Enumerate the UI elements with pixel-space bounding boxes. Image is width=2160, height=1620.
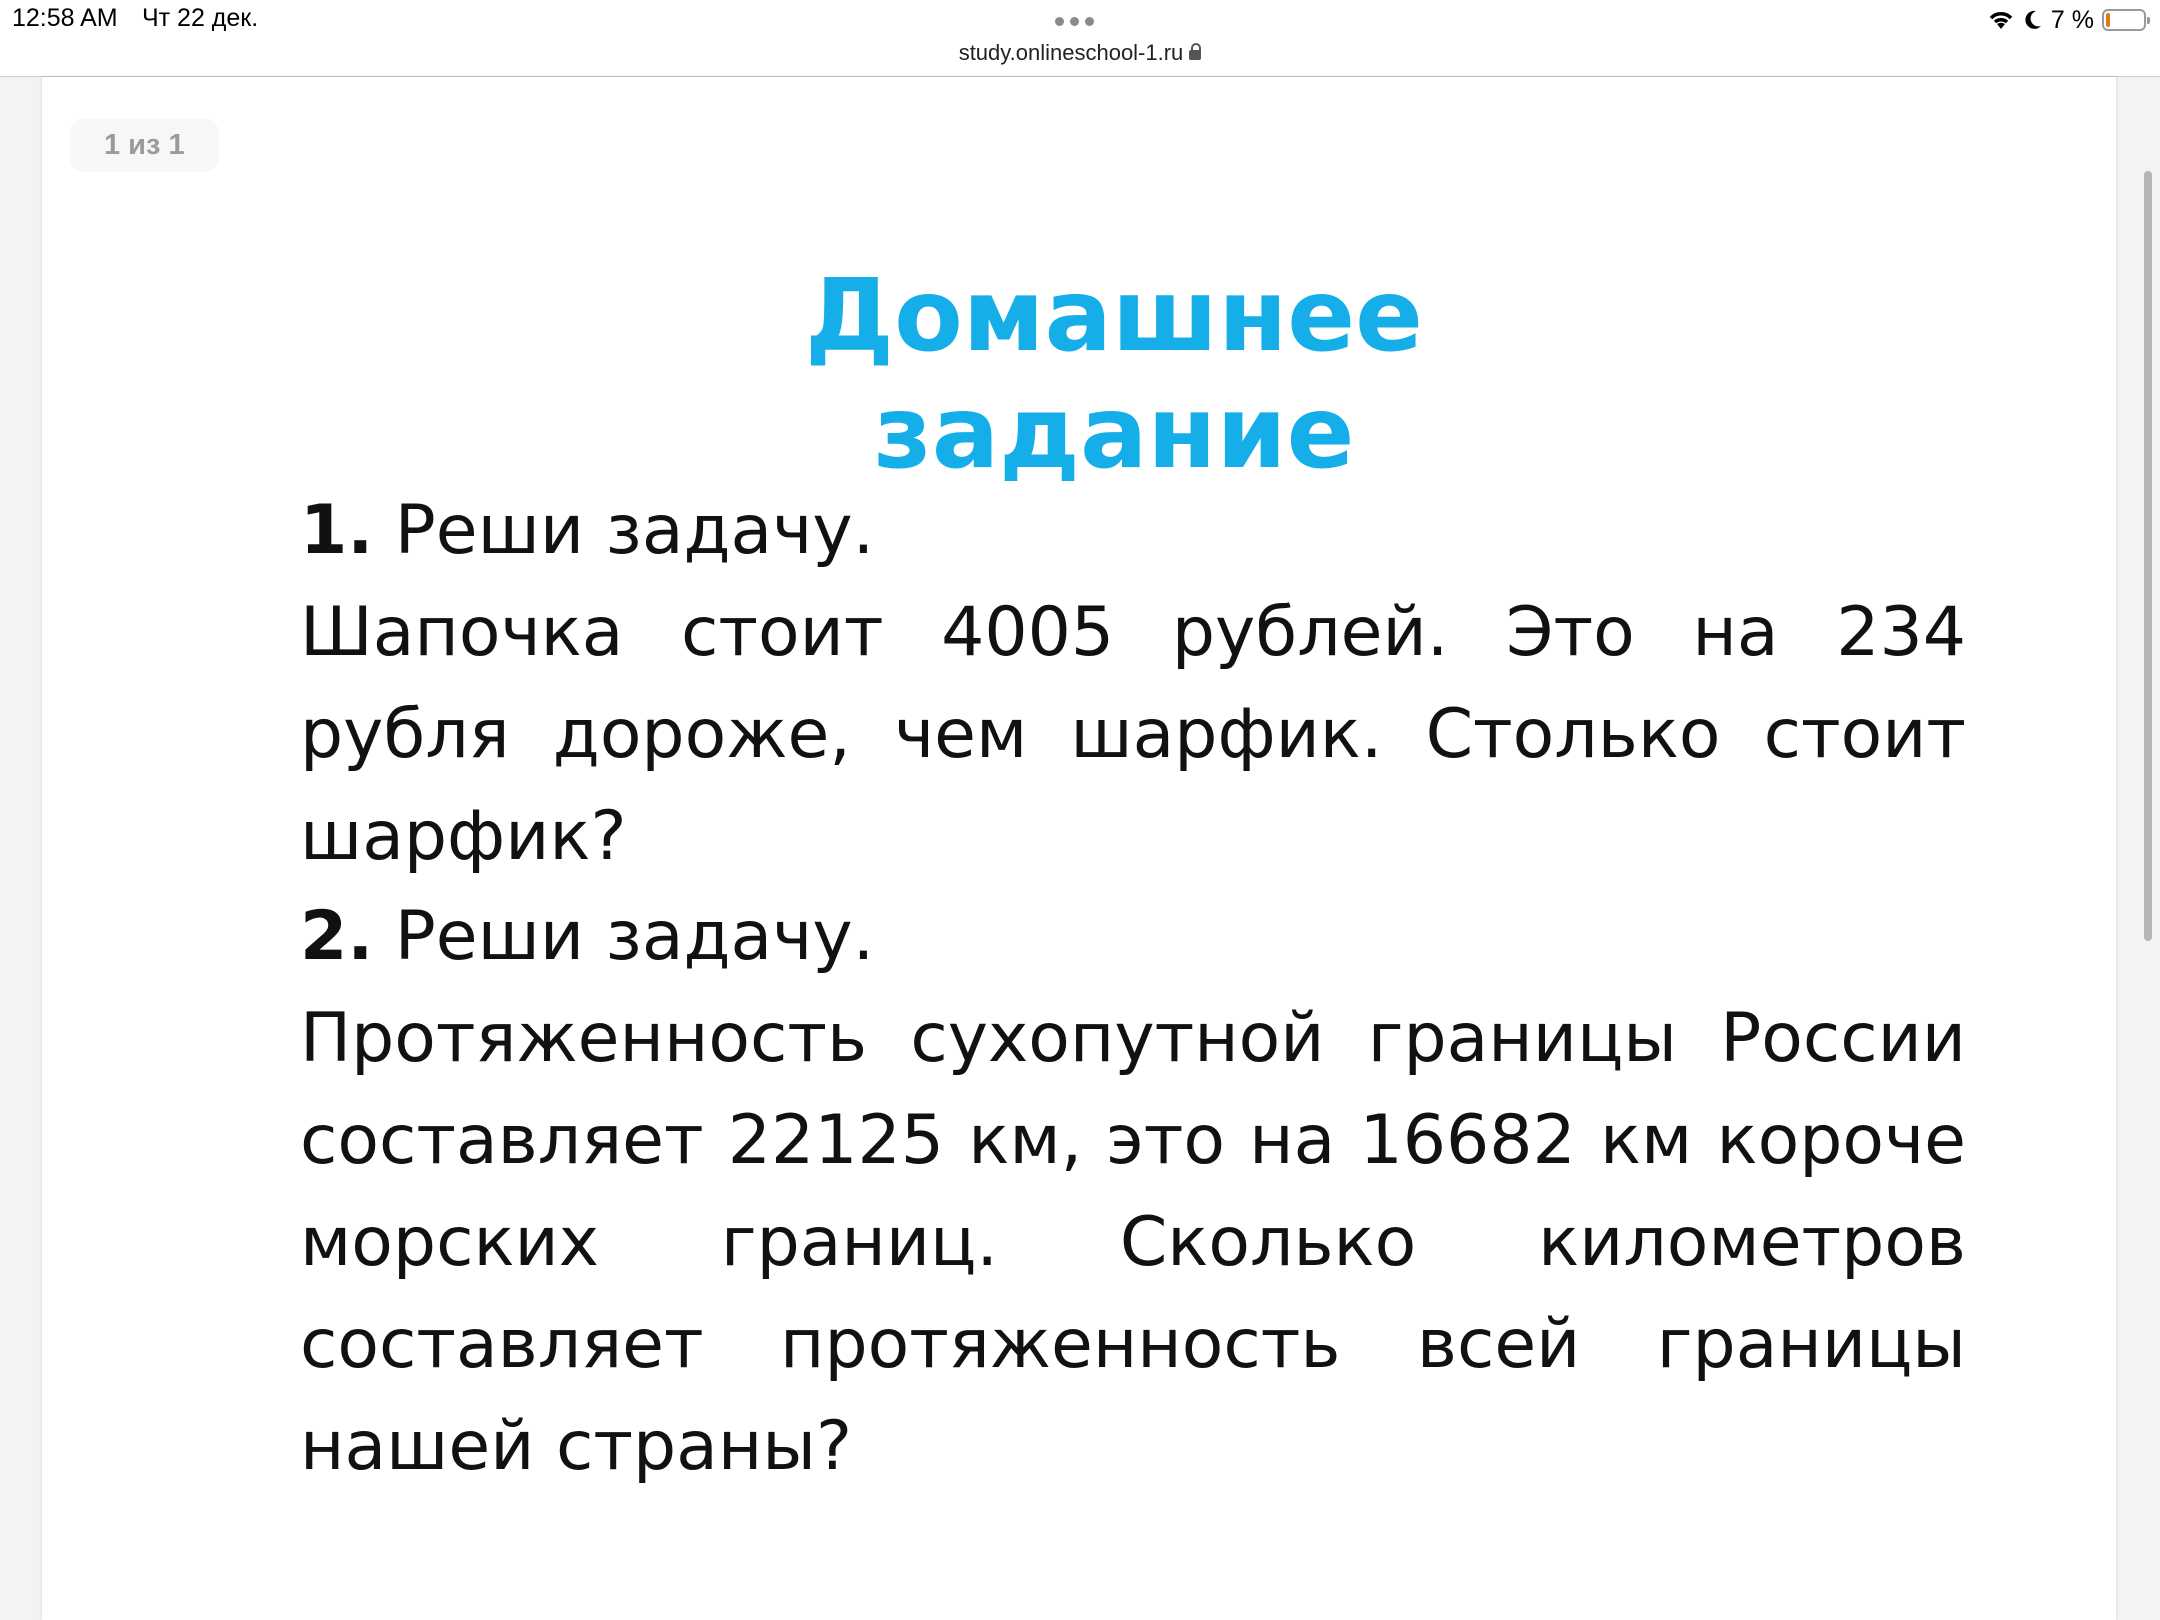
task-1-body: Шапочка стоит 4005 рублей. Это на 234 рубля дороже, чем шарфик. Столько стоит шарфик? (300, 593, 1966, 876)
status-bar (0, 0, 2160, 40)
task-2-body: Протяженность сухопутной границы России составляет 22125 км, это на 16682 км короче морских границ. Сколько километров составляет протяженность всей границы нашей страны? (300, 999, 1966, 1486)
task-2-heading: 2. Реши задачу. (300, 897, 875, 976)
task-2-number: 2. (300, 897, 374, 976)
document-page (42, 77, 2116, 1620)
page-title: Домашнее задание (805, 257, 1423, 491)
address-bar[interactable] (0, 38, 2160, 77)
task-1-number: 1. (300, 491, 374, 570)
task-1 (300, 480, 1966, 888)
multitasking-dots-icon[interactable] (1055, 17, 1094, 26)
vertical-scrollbar[interactable] (2144, 171, 2152, 941)
document-viewer[interactable] (0, 77, 2160, 1620)
battery-icon (2102, 9, 2146, 31)
page-counter: 1 из 1 (70, 119, 219, 172)
status-date: Чт 22 дек. (142, 4, 259, 32)
task-2 (300, 886, 1966, 1498)
status-indicators (1987, 4, 2146, 36)
status-time: 12:58 AM (12, 4, 118, 32)
wifi-icon (1987, 9, 2015, 31)
lock-icon (1189, 50, 1201, 60)
task-1-heading: 1. Реши задачу. (300, 491, 875, 570)
battery-percent: 7 % (2050, 5, 2094, 34)
moon-icon (2023, 9, 2043, 31)
url-text[interactable]: study.onlineschool-1.ru (958, 40, 1184, 65)
